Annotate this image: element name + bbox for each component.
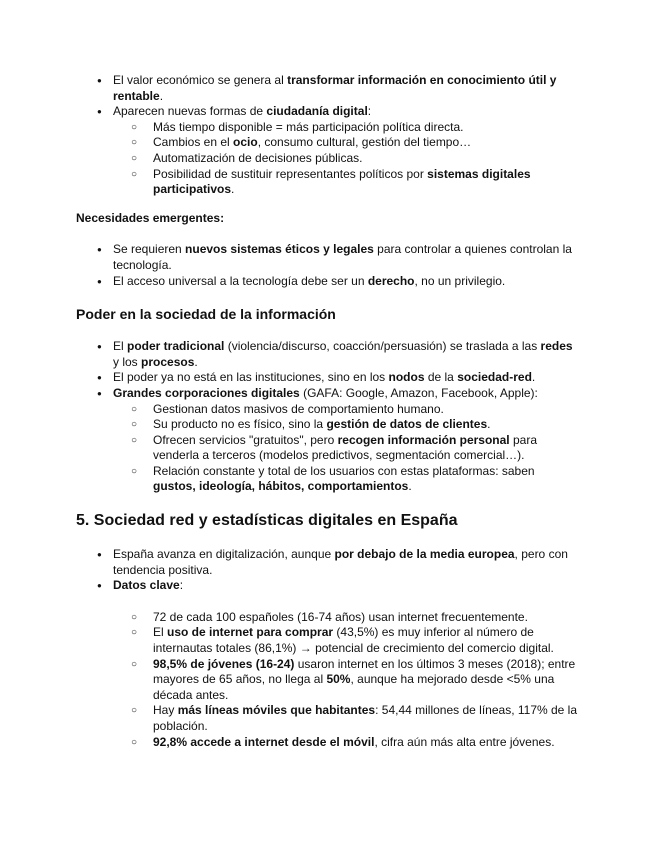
sub-list-item: ○ Relación constante y total de los usuarios con estas plataformas: saben gustos, ideología, hábitos, comportamientos.: [113, 464, 580, 495]
list-item: ● Datos clave: ○ 72 de cada 100 españoles (16-74 años) usan internet frecuentemente. ○ El uso de internet para comprar (43,5%) es muy inferior al número de internautas totales (86,1%) → potencial de crecimiento del comercio digital. ○ 98,5% de jóvenes (16-24) usaron internet en los últimos 3 meses (2018); entre mayores de 65 años, no llega al 50%, aunque ha mejorado desde <5% una década antes. ○ Hay más líneas móviles que habitantes: 54,44 millones de líneas, 117% de la población. ○ 92,8% accede a internet desde el móvil, cifra aún más alta entre jóvenes.: [76, 578, 580, 750]
spacer: [113, 594, 580, 610]
list-item: ● Grandes corporaciones digitales (GAFA: Google, Amazon, Facebook, Apple): ○ Gestionan datos masivos de comportamiento humano. ○ Su producto no es físico, sino la gestión de datos de clientes. ○ Ofrecen servicios "gratuitos", pero recogen información personal para venderla a terceros (modelos predictivos, segmentación comercial…). ○ Relación constante y total de los usuarios con estas plataformas: saben gustos, ideología, hábitos, comportamientos.: [76, 386, 580, 495]
bullet-list-espana: [76, 547, 580, 750]
sub-list-item: ○ Gestionan datos masivos de comportamiento humano.: [113, 402, 580, 418]
sub-list-item: ○ 98,5% de jóvenes (16-24) usaron internet en los últimos 3 meses (2018); entre mayores de 65 años, no llega al 50%, aunque ha mejorado desde <5% una década antes.: [113, 657, 580, 704]
sub-list-item: ○ Ofrecen servicios "gratuitos", pero recogen información personal para venderla a terceros (modelos predictivos, segmentación comercial…).: [113, 433, 580, 464]
bullet-list-poder: [76, 339, 580, 495]
list-item: ● España avanza en digitalización, aunque por debajo de la media europea, pero con tendencia positiva.: [76, 547, 580, 578]
sub-list-item: ○ Automatización de decisiones públicas.: [113, 151, 580, 167]
sub-list-item: ○ Más tiempo disponible = más participación política directa.: [113, 120, 580, 136]
heading-sociedad-red: 5. Sociedad red y estadísticas digitales en España: [76, 512, 458, 530]
heading-poder: Poder en la sociedad de la información: [76, 306, 336, 323]
bullet-list-valor: [76, 73, 580, 198]
sub-list-item: ○ Hay más líneas móviles que habitantes: 54,44 millones de líneas, 117% de la población.: [113, 703, 580, 734]
sub-list-item: ○ 92,8% accede a internet desde el móvil, cifra aún más alta entre jóvenes.: [113, 735, 580, 751]
heading-necesidades: Necesidades emergentes:: [76, 210, 225, 225]
sub-list-item: ○ Posibilidad de sustituir representantes políticos por sistemas digitales participativos.: [113, 167, 580, 198]
list-item: ● El poder ya no está en las instituciones, sino en los nodos de la sociedad-red.: [76, 370, 580, 386]
list-item: ● Aparecen nuevas formas de ciudadanía digital: ○ Más tiempo disponible = más participación política directa. ○ Cambios en el ocio, consumo cultural, gestión del tiempo… ○ Automatización de decisiones públicas. ○ Posibilidad de sustituir representantes políticos por sistemas digitales participativos.: [76, 104, 580, 198]
sub-list-datos-clave: [113, 610, 580, 750]
list-item: ● El valor económico se genera al transformar información en conocimiento útil y rentable.: [76, 73, 580, 104]
list-item: ● El acceso universal a la tecnología debe ser un derecho, no un privilegio.: [76, 274, 580, 290]
sub-list-item: ○ Su producto no es físico, sino la gestión de datos de clientes.: [113, 417, 580, 433]
list-item: ● El poder tradicional (violencia/discurso, coacción/persuasión) se traslada a las redes y los procesos.: [76, 339, 580, 370]
sub-list-item: ○ 72 de cada 100 españoles (16-74 años) usan internet frecuentemente.: [113, 610, 580, 626]
sub-list-gafa: [113, 402, 580, 496]
bullet-list-necesidades: [76, 242, 580, 289]
list-item: ● Se requieren nuevos sistemas éticos y legales para controlar a quienes controlan la tecnología.: [76, 242, 580, 273]
document-content: [76, 73, 580, 750]
sub-list-item: ○ Cambios en el ocio, consumo cultural, gestión del tiempo…: [113, 135, 580, 151]
sub-list-item: ○ El uso de internet para comprar (43,5%) es muy inferior al número de internautas totales (86,1%) → potencial de crecimiento del comercio digital.: [113, 625, 580, 656]
sub-list-ciudadania: [113, 120, 580, 198]
